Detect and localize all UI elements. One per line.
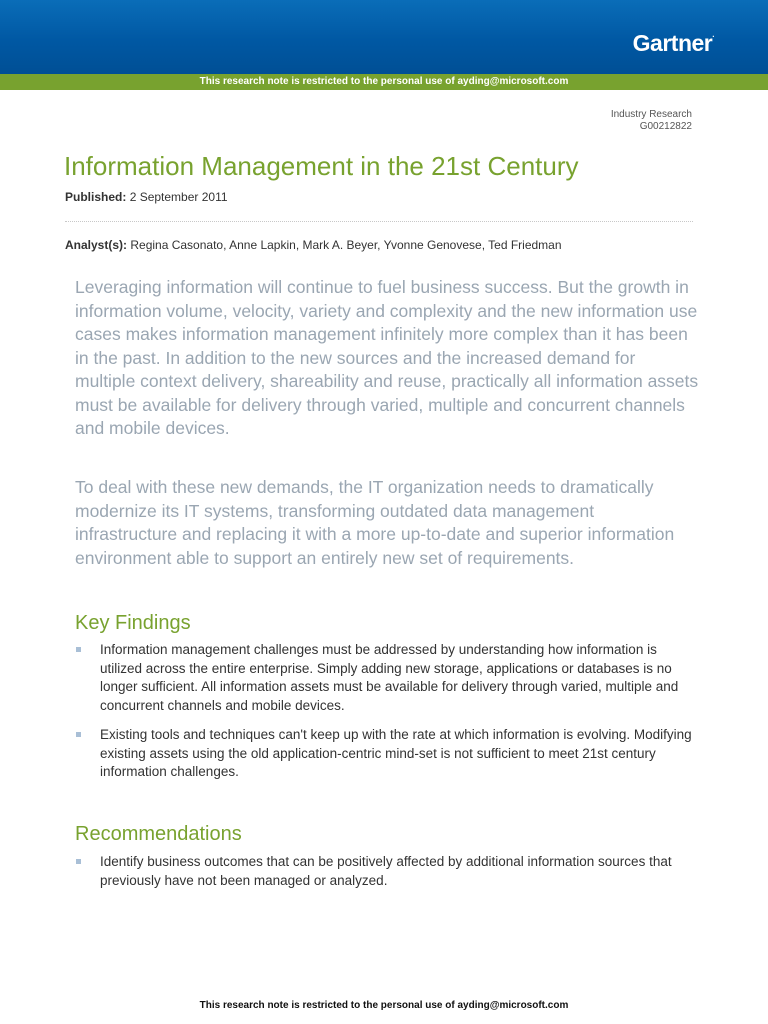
list-item: Existing tools and techniques can't keep up with the rate at which information is evolving. Modifying existing assets using the old application-centric mind-set is not sufficient to meet 21st century information challenges. [75, 726, 700, 782]
key-findings-heading: Key Findings [75, 612, 191, 634]
research-type: Industry Research [610, 109, 692, 120]
analysts [65, 238, 562, 252]
published-label: Published: [65, 190, 127, 204]
analysts-label: Analyst(s): [65, 238, 128, 252]
divider [65, 221, 693, 222]
bullet-icon [76, 859, 81, 864]
recommendations-list [75, 853, 700, 901]
document-meta [611, 109, 692, 133]
published-date [65, 190, 228, 204]
gartner-logo: Gartner. [632, 30, 714, 56]
document-title: Information Management in the 21st Century [64, 151, 579, 181]
list-item: Identify business outcomes that can be positively affected by additional information sources that previously have not been managed or analyzed. [75, 853, 700, 890]
published-value: 2 September 2011 [129, 190, 228, 204]
list-item: Information management challenges must be addressed by understanding how information is utilized across the entire enterprise. Simply adding new storage, applications or databases is no longer sufficient. All information assets must be available for delivery through varied, multiple and concurrent channels and mobile devices. [75, 641, 700, 715]
document-id: G00212822 [639, 121, 692, 132]
restriction-bar: This research note is restricted to the personal use of ayding@microsoft.com [0, 74, 768, 90]
bullet-icon [76, 732, 81, 737]
footer-restriction: This research note is restricted to the personal use of ayding@microsoft.com [199, 1000, 569, 1011]
summary-paragraph: To deal with these new demands, the IT organization needs to dramatically modernize its IT systems, transforming outdated data management infrastructure and replacing it with a more up-to-date and superior information environment able to support an entirely new set of requirements. [75, 477, 675, 568]
bullet-icon [76, 647, 81, 652]
analysts-value: Regina Casonato, Anne Lapkin, Mark A. Beyer, Yvonne Genovese, Ted Friedman [130, 238, 562, 252]
header-banner [0, 0, 768, 74]
summary-paragraph: Leveraging information will continue to fuel business success. But the growth in information volume, velocity, variety and complexity and the new information use cases makes information management infinitely more complex than it has been in the past. In addition to the new sources and the increased demand for multiple context delivery, shareability and reuse, practically all information assets must be available for delivery through varied, multiple and concurrent channels and mobile devices. [75, 277, 699, 438]
recommendations-heading: Recommendations [75, 823, 242, 845]
key-findings-list [75, 641, 700, 793]
